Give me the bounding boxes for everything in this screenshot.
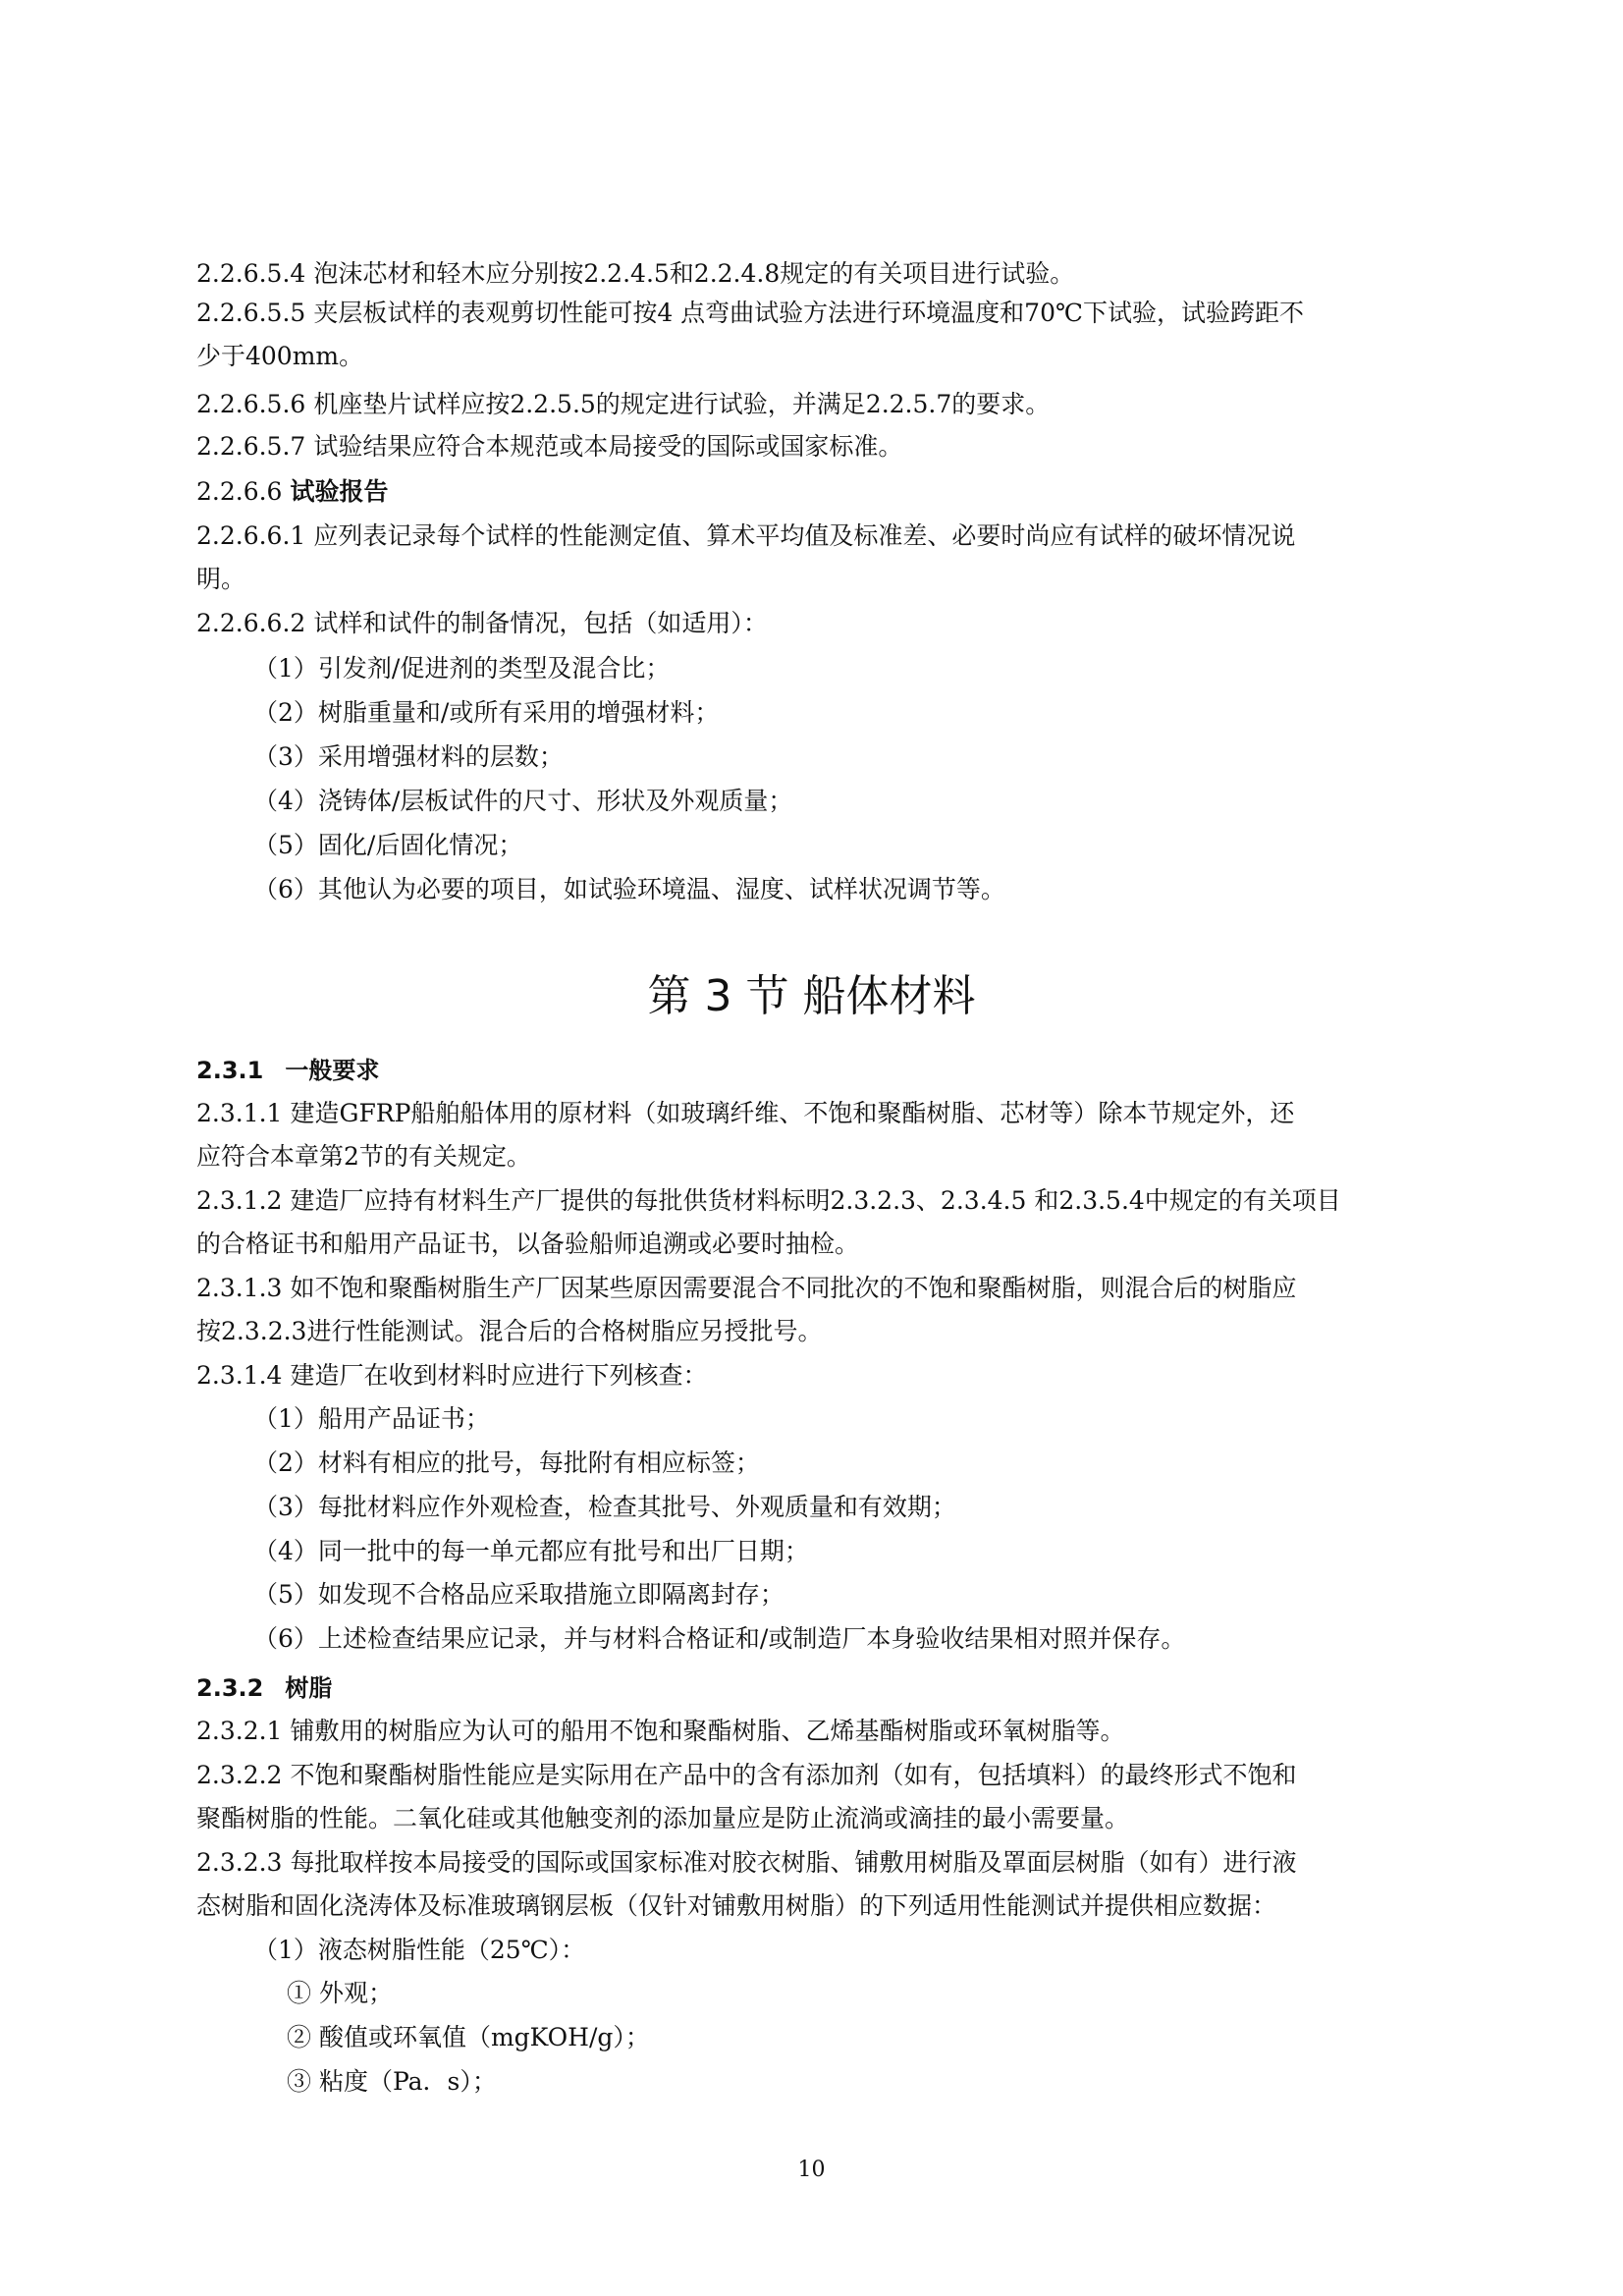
clause-2-2-6-5-6 xyxy=(196,388,1473,421)
clause-heading: 试验报告 xyxy=(290,477,389,506)
list-item: （3）采用增强材料的层数； xyxy=(253,742,564,771)
clause-text-continued: 态树脂和固化浇涛体及标准玻璃钢层板（仅针对铺敷用树脂）的下列适用性能测试并提供相应数据： xyxy=(196,1891,1277,1920)
clause-number: 2.3.2.3 xyxy=(196,1848,283,1877)
clause-text: 应列表记录每个试样的性能测定值、算术平均值及标准差、必要时尚应有试样的破坏情况说 xyxy=(313,521,1296,550)
sub-list-item: ② 酸值或环氧值（mgKOH/g）； xyxy=(287,2023,650,2051)
subsection-number: 2.3.2 xyxy=(196,1674,264,1702)
clause-text-continued: 明。 xyxy=(196,565,246,593)
subsection-2-3-1-heading xyxy=(196,1054,379,1087)
clause-text-continued: 应符合本章第2节的有关规定。 xyxy=(196,1142,531,1171)
clause-2-2-6-6-1 xyxy=(196,519,1473,553)
clause-text: 铺敷用的树脂应为认可的船用不饱和聚酯树脂、乙烯基酯树脂或环氧树脂等。 xyxy=(290,1717,1125,1745)
list-item: （6）上述检查结果应记录，并与材料合格证和/或制造厂本身验收结果相对照并保存。 xyxy=(253,1624,1186,1653)
list-item: （5）固化/后固化情况； xyxy=(253,831,523,859)
clause-number: 2.2.6.6.2 xyxy=(196,609,306,637)
clause-number: 2.2.6.6 xyxy=(196,477,283,506)
clause-2-3-1-1 xyxy=(196,1097,1473,1130)
clause-text: 夹层板试样的表观剪切性能可按4 点弯曲试验方法进行环境温度和70℃下试验，试验跨距不 xyxy=(313,299,1304,327)
sub-list-item: ③ 粘度（Pa．s）； xyxy=(287,2067,497,2096)
list-item: （4）同一批中的每一单元都应有批号和出厂日期； xyxy=(253,1537,809,1565)
clause-text-continued: 少于400mm。 xyxy=(196,342,364,370)
clause-2-2-6-5-5 xyxy=(196,297,1473,330)
clause-number: 2.3.1.1 xyxy=(196,1099,283,1127)
clause-text: 机座垫片试样应按2.2.5.5的规定进行试验，并满足2.2.5.7的要求。 xyxy=(313,390,1051,418)
clause-number: 2.3.1.2 xyxy=(196,1186,283,1215)
clause-2-3-2-1 xyxy=(196,1715,1473,1748)
list-item: （5）如发现不合格品应采取措施立即隔离封存； xyxy=(253,1580,784,1609)
clause-text-continued: 聚酯树脂的性能。二氧化硅或其他触变剂的添加量应是防止流淌或滴挂的最小需要量。 xyxy=(196,1804,1130,1832)
clause-number: 2.3.1.4 xyxy=(196,1361,283,1390)
clause-number: 2.2.6.5.5 xyxy=(196,299,306,327)
clause-text: 每批取样按本局接受的国际或国家标准对胶衣树脂、铺敷用树脂及罩面层树脂（如有）进行液 xyxy=(290,1848,1297,1877)
list-item: （4）浇铸体/层板试件的尺寸、形状及外观质量； xyxy=(253,787,793,815)
clause-2-3-1-4 xyxy=(196,1359,1473,1393)
clause-2-3-2-2 xyxy=(196,1759,1473,1792)
clause-number: 2.2.6.5.7 xyxy=(196,432,306,461)
list-item: （1）液态树脂性能（25℃）： xyxy=(253,1936,586,1964)
clause-number: 2.2.6.5.6 xyxy=(196,390,306,418)
list-item: （1）船用产品证书； xyxy=(253,1404,490,1433)
clause-2-2-6-6-2 xyxy=(196,607,1473,640)
clause-text-continued: 的合格证书和船用产品证书，以备验船师追溯或必要时抽检。 xyxy=(196,1230,860,1258)
clause-text: 建造GFRP船舶船体用的原材料（如玻璃纤维、不饱和聚酯树脂、芯材等）除本节规定外，还 xyxy=(290,1099,1295,1127)
clause-text: 建造厂在收到材料时应进行下列核查： xyxy=(290,1361,708,1390)
clause-number: 2.3.1.3 xyxy=(196,1274,283,1302)
list-item: （2）树脂重量和/或所有采用的增强材料； xyxy=(253,698,720,727)
list-item: （6）其他认为必要的项目，如试验环境温、湿度、试样状况调节等。 xyxy=(253,875,1005,903)
list-item: （3）每批材料应作外观检查，检查其批号、外观质量和有效期； xyxy=(253,1493,956,1521)
clause-2-3-1-2 xyxy=(196,1184,1473,1218)
clause-2-3-1-3 xyxy=(196,1272,1473,1305)
clause-2-2-6-5-7 xyxy=(196,430,1473,464)
subsection-title: 树脂 xyxy=(285,1674,333,1702)
clause-text: 不饱和聚酯树脂性能应是实际用在产品中的含有添加剂（如有，包括填料）的最终形式不饱和 xyxy=(290,1761,1297,1789)
clause-number: 2.2.6.5.4 xyxy=(196,259,306,288)
list-item: （2）材料有相应的批号，每批附有相应标签； xyxy=(253,1449,760,1477)
clause-text: 建造厂应持有材料生产厂提供的每批供货材料标明2.3.2.3、2.3.4.5 和2.3.5.4中规定的有关项目 xyxy=(290,1186,1341,1215)
clause-2-2-6-5-4 xyxy=(196,257,1473,291)
clause-text: 试样和试件的制备情况，包括（如适用）： xyxy=(313,609,768,637)
page-number: 10 xyxy=(797,2158,826,2182)
section-title: 第 3 节 船体材料 xyxy=(647,971,976,1021)
sub-list-item: ① 外观； xyxy=(287,1979,393,2007)
clause-2-3-2-3 xyxy=(196,1846,1473,1880)
subsection-number: 2.3.1 xyxy=(196,1057,264,1084)
clause-2-2-6-6 xyxy=(196,475,1473,509)
clause-text-continued: 按2.3.2.3进行性能测试。混合后的合格树脂应另授批号。 xyxy=(196,1317,823,1345)
list-item: （1）引发剂/促进剂的类型及混合比； xyxy=(253,654,671,683)
clause-text: 如不饱和聚酯树脂生产厂因某些原因需要混合不同批次的不饱和聚酯树脂，则混合后的树脂应 xyxy=(290,1274,1297,1302)
clause-number: 2.3.2.2 xyxy=(196,1761,283,1789)
subsection-2-3-2-heading xyxy=(196,1671,332,1705)
clause-number: 2.3.2.1 xyxy=(196,1717,283,1745)
subsection-title: 一般要求 xyxy=(285,1057,380,1084)
clause-number: 2.2.6.6.1 xyxy=(196,521,306,550)
clause-text: 试验结果应符合本规范或本局接受的国际或国家标准。 xyxy=(313,432,903,461)
clause-text: 泡沫芯材和轻木应分别按2.2.4.5和2.2.4.8规定的有关项目进行试验。 xyxy=(313,259,1075,288)
